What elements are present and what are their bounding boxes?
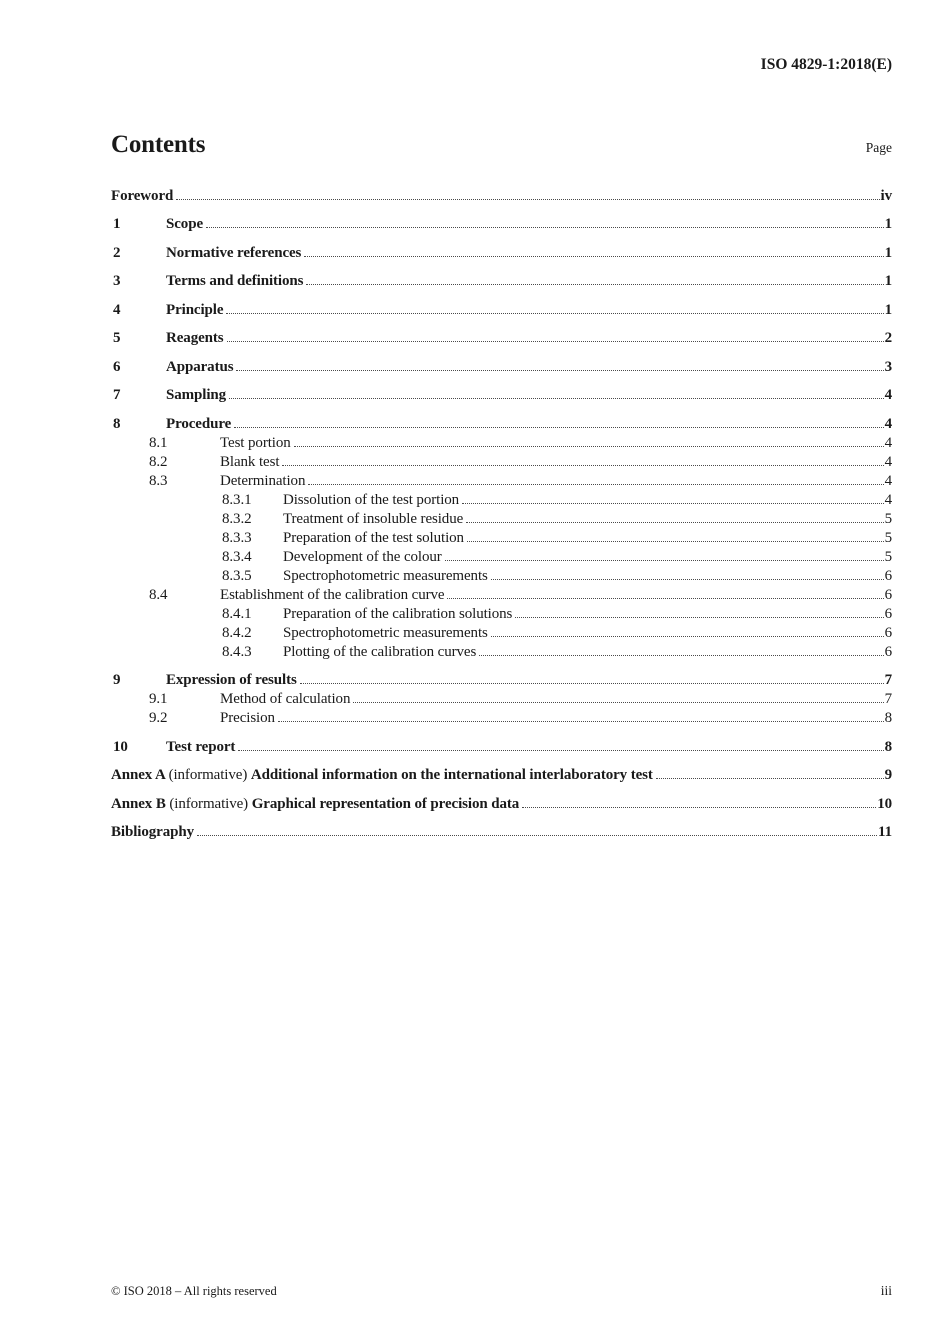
dotted-leader [227, 341, 884, 342]
toc-entry-page: 1 [884, 273, 892, 289]
toc-entry-number: 8.4.2 [222, 624, 252, 641]
toc-entry-title: Normative references [166, 244, 302, 261]
toc-entry-number: 8 [113, 415, 121, 432]
toc-entry-title: Preparation of the calibration solutions [283, 605, 513, 622]
page-column-label: Page [865, 140, 892, 155]
dotted-leader [353, 702, 883, 703]
dotted-leader [282, 465, 883, 466]
toc-entry[interactable] [111, 795, 892, 814]
toc-entry-number: 5 [113, 330, 121, 346]
toc-entry-page: 5 [884, 510, 892, 527]
dotted-leader [462, 503, 884, 504]
toc-entry[interactable] [111, 766, 892, 785]
toc-entry-title [111, 795, 519, 814]
dotted-leader [466, 522, 883, 523]
toc-entry-number: 1 [113, 216, 121, 232]
toc-entry[interactable] [111, 272, 892, 291]
toc-entry-number: 9.1 [149, 691, 168, 707]
toc-entry-number: 9 [113, 672, 121, 688]
toc-entry-number: 8.3.5 [222, 567, 252, 584]
toc-entry-title: Determination [220, 472, 306, 489]
toc-entry-title: Procedure [166, 415, 232, 432]
toc-entry-title: Preparation of the test solution [283, 529, 464, 546]
toc-entry[interactable] [111, 605, 892, 624]
dotted-leader [238, 750, 883, 751]
toc-entry-title-part: (informative) [169, 795, 252, 812]
toc-entry-number: 8.4 [149, 586, 168, 603]
toc-entry[interactable] [111, 358, 892, 377]
toc-entry-page: 4 [884, 387, 892, 403]
toc-entry-number: 8.3.3 [222, 529, 252, 546]
dotted-leader [491, 579, 884, 580]
toc-entry[interactable] [111, 690, 892, 709]
toc-entry-title: Dissolution of the test portion [283, 491, 460, 508]
table-of-contents [111, 177, 892, 842]
dotted-leader [491, 636, 884, 637]
toc-entry-page: 2 [884, 330, 892, 346]
dotted-leader [447, 598, 883, 599]
toc-entry[interactable] [111, 453, 892, 472]
toc-entry-title: Treatment of insoluble residue [283, 510, 464, 527]
toc-entry-page: 4 [884, 472, 892, 489]
toc-entry-page: 5 [884, 548, 892, 565]
toc-entry-number: 8.2 [149, 453, 168, 470]
toc-entry-page: 6 [884, 567, 892, 584]
toc-entry[interactable] [111, 329, 892, 348]
toc-entry[interactable] [111, 510, 892, 529]
toc-entry-page: 3 [884, 358, 892, 375]
toc-entry-page: 9 [884, 767, 892, 783]
toc-entry-number: 8.3.4 [222, 548, 252, 565]
toc-entry[interactable] [111, 823, 892, 842]
toc-entry[interactable] [111, 434, 892, 453]
toc-entry-page: 7 [884, 672, 892, 688]
toc-entry-page: 6 [884, 643, 892, 660]
dotted-leader [308, 484, 883, 485]
toc-entry-page: 1 [884, 244, 892, 261]
contents-title: Contents [111, 131, 206, 158]
toc-entry-title: Terms and definitions [166, 273, 304, 289]
dotted-leader [515, 617, 883, 618]
toc-entry[interactable] [111, 548, 892, 567]
copyright-notice: © ISO 2018 – All rights reserved [111, 1284, 277, 1298]
toc-entry-number: 8.3 [149, 472, 168, 489]
toc-entry-title-part: (informative) [168, 767, 251, 783]
toc-entry-title: Reagents [166, 330, 224, 346]
toc-entry-title-part: Graphical representation of precision data [251, 795, 520, 812]
dotted-leader [445, 560, 884, 561]
document-reference: ISO 4829-1:2018(E) [760, 56, 892, 73]
toc-entry[interactable] [111, 643, 892, 662]
toc-entry-title: Establishment of the calibration curve [220, 586, 445, 603]
dotted-leader [176, 199, 879, 200]
toc-entry[interactable] [111, 244, 892, 263]
toc-entry-number: 2 [113, 244, 121, 261]
dotted-leader [306, 284, 883, 285]
toc-entry[interactable] [111, 709, 892, 728]
toc-entry-number: 8.4.3 [222, 643, 252, 660]
toc-entry[interactable] [111, 415, 892, 434]
toc-entry-page: iv [880, 187, 892, 204]
toc-entry-number: 4 [113, 301, 121, 318]
dotted-leader [236, 370, 883, 371]
dotted-leader [234, 427, 883, 428]
toc-entry-page: 4 [884, 453, 892, 470]
toc-entry-title: Plotting of the calibration curves [283, 643, 477, 660]
toc-entry-number: 8.1 [149, 434, 168, 451]
toc-entry-page: 5 [884, 529, 892, 546]
toc-entry-title: Test report [166, 738, 236, 755]
toc-entry[interactable] [111, 624, 892, 643]
toc-entry-number: 7 [113, 387, 121, 403]
toc-entry-title: Foreword [111, 187, 174, 204]
toc-entry-title [111, 766, 653, 785]
toc-entry-page: 1 [884, 301, 892, 318]
toc-entry-title: Apparatus [166, 358, 234, 375]
toc-entry-page: 4 [884, 434, 892, 451]
toc-entry-number: 6 [113, 358, 121, 375]
toc-entry-title: Spectrophotometric measurements [283, 567, 488, 584]
toc-entry[interactable] [111, 187, 892, 206]
toc-entry-page: 6 [884, 605, 892, 622]
dotted-leader [226, 313, 883, 314]
dotted-leader [522, 807, 876, 808]
toc-entry-number: 3 [113, 273, 121, 289]
toc-entry-page: 4 [884, 491, 892, 508]
toc-entry-title: Blank test [220, 453, 280, 470]
toc-entry-page: 7 [884, 691, 892, 707]
toc-entry-page: 6 [884, 624, 892, 641]
toc-entry[interactable] [111, 586, 892, 605]
toc-entry-number: 9.2 [149, 710, 168, 726]
toc-entry-title: Bibliography [111, 824, 194, 840]
toc-entry-title: Spectrophotometric measurements [283, 624, 488, 641]
dotted-leader [479, 655, 883, 656]
dotted-leader [467, 541, 884, 542]
dotted-leader [294, 446, 884, 447]
toc-entry-page: 10 [877, 795, 892, 812]
toc-entry[interactable] [111, 491, 892, 510]
toc-entry-title-part: Additional information on the international interlaboratory test [250, 767, 653, 783]
toc-entry[interactable] [111, 386, 892, 405]
toc-entry-number: 8.3.1 [222, 491, 252, 508]
toc-entry[interactable] [111, 529, 892, 548]
toc-entry-title: Sampling [166, 387, 227, 403]
toc-entry[interactable] [111, 671, 892, 690]
toc-entry-title: Method of calculation [220, 691, 351, 707]
toc-entry-number: 8.3.2 [222, 510, 252, 527]
dotted-leader [656, 778, 884, 779]
toc-entry-number: 10 [113, 738, 128, 755]
toc-entry-page: 8 [884, 738, 892, 755]
toc-entry-page: 6 [884, 586, 892, 603]
toc-entry-title: Scope [166, 216, 204, 232]
toc-entry[interactable] [111, 567, 892, 586]
dotted-leader [300, 683, 884, 684]
toc-entry-title: Principle [166, 301, 224, 318]
toc-entry-title: Expression of results [166, 672, 297, 688]
toc-entry-page: 11 [878, 824, 892, 840]
toc-entry[interactable] [111, 301, 892, 320]
dotted-leader [197, 835, 877, 836]
folio-page-number: iii [880, 1283, 892, 1298]
toc-entry[interactable] [111, 738, 892, 757]
toc-entry-title: Development of the colour [283, 548, 442, 565]
document-footer [111, 1283, 892, 1299]
toc-entry-number: 8.4.1 [222, 605, 252, 622]
toc-entry[interactable] [111, 215, 892, 234]
toc-entry-page: 4 [884, 415, 892, 432]
toc-entry-page: 8 [884, 710, 892, 726]
dotted-leader [206, 227, 884, 228]
contents-header [111, 131, 892, 159]
toc-entry-page: 1 [884, 216, 892, 232]
toc-entry-title-part: Annex A [111, 767, 169, 783]
dotted-leader [229, 398, 884, 399]
dotted-leader [304, 256, 883, 257]
toc-entry-title: Precision [220, 710, 275, 726]
toc-entry[interactable] [111, 472, 892, 491]
toc-entry-title: Test portion [220, 434, 291, 451]
toc-entry-title-part: Annex B [111, 795, 170, 812]
dotted-leader [278, 721, 884, 722]
